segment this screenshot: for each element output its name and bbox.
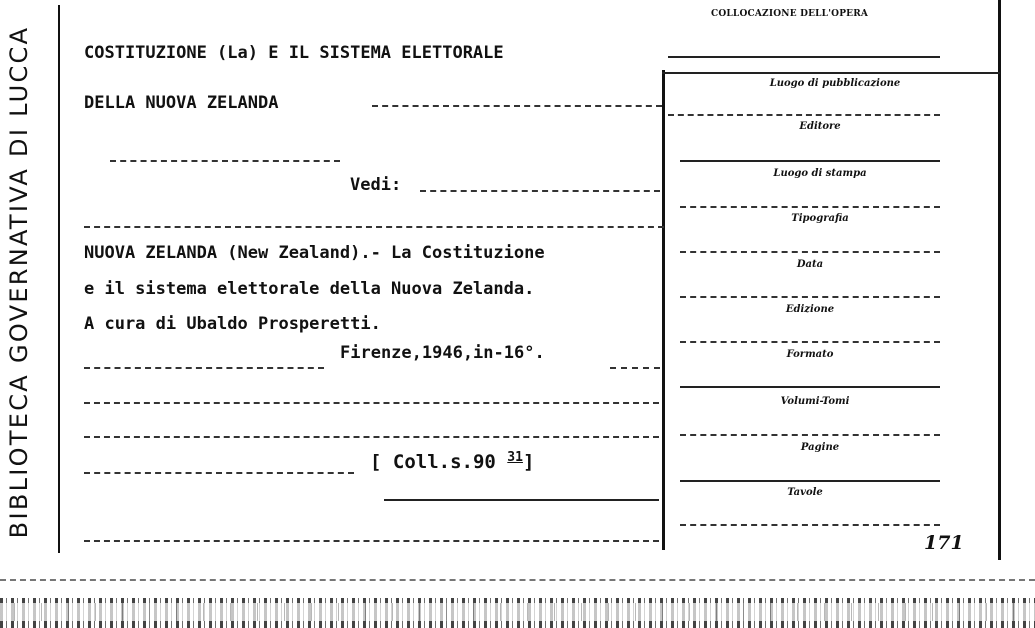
entry-line-3: A cura di Ubaldo Prosperetti. (84, 314, 381, 334)
entry-line-4: Firenze,1946,in-16°. (340, 343, 545, 363)
field-tavole: Tavole (787, 487, 823, 498)
rule-line (420, 190, 660, 192)
bottom-perforation (0, 579, 1035, 581)
field-editore: Editore (799, 121, 841, 132)
rule-line (110, 160, 340, 162)
library-side-label: BIBLIOTECA GOVERNATIVA DI LUCCA (5, 25, 33, 539)
right-box-left-border (662, 70, 665, 550)
field-pagine: Pagine (800, 442, 840, 453)
rule-line (680, 160, 940, 162)
rule-line (680, 206, 940, 208)
field-formato: Formato (786, 349, 834, 360)
collocation-header: COLLOCAZIONE DELL'OPERA (711, 9, 869, 19)
rule-line (84, 226, 664, 228)
title-line-1: COSTITUZIONE (La) E IL SISTEMA ELETTORALE (84, 43, 504, 63)
field-edizione: Edizione (785, 304, 835, 315)
field-data: Data (796, 259, 824, 270)
right-box-top-rule (668, 56, 940, 58)
rule-line (384, 499, 659, 501)
rule-line (610, 367, 660, 369)
collocation-suffix: ] (522, 451, 535, 473)
rule-line (680, 524, 940, 526)
collocation-number: 31 (507, 450, 523, 465)
entry-line-1: NUOVA ZELANDA (New Zealand).- La Costituzione (84, 243, 545, 263)
rule-line (84, 367, 324, 369)
left-margin-line (58, 5, 60, 553)
field-luogo-stampa: Luogo di stampa (773, 168, 867, 179)
right-box-header-rule (662, 72, 1000, 74)
title-line-2: DELLA NUOVA ZELANDA (84, 93, 279, 113)
rule-line (84, 540, 659, 542)
vedi-label: Vedi: (350, 175, 402, 195)
rule-line (372, 105, 662, 107)
rule-line (680, 251, 940, 253)
rule-line (680, 296, 940, 298)
rule-line (680, 386, 940, 388)
field-luogo-pubblicazione: Luogo di pubblicazione (769, 78, 901, 89)
collocation-prefix: [ Coll.s.90 (370, 451, 496, 473)
rule-line (680, 434, 940, 436)
handwritten-number: 171 (924, 532, 964, 554)
rule-line (668, 114, 940, 116)
rule-line (680, 480, 940, 482)
rule-line (680, 341, 940, 343)
field-volumi-tomi: Volumi-Tomi (780, 396, 850, 407)
field-tipografia: Tipografia (791, 213, 849, 224)
collocation-mark (370, 450, 534, 473)
bottom-scan-strip-overlay (0, 603, 1035, 621)
rule-line (84, 436, 659, 438)
rule-line (84, 472, 354, 474)
entry-line-2: e il sistema elettorale della Nuova Zelanda. (84, 279, 535, 299)
rule-line (84, 402, 659, 404)
